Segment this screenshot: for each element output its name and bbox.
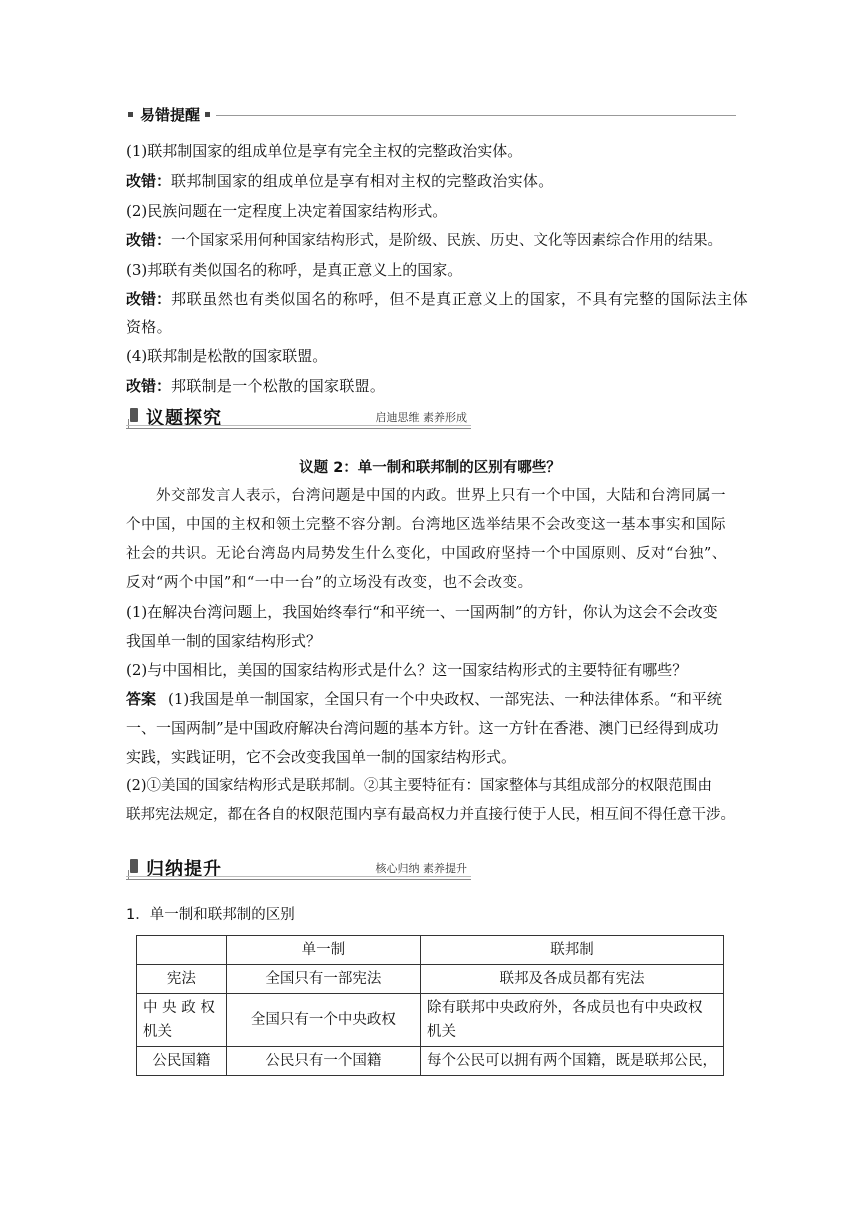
table-row (137, 965, 724, 994)
table-cell: 全国只有一个中央政权 (226, 994, 420, 1047)
topic-paragraph-line: 社会的共识。无论台湾岛内局势发生什么变化，中国政府坚持一个中国原则、反对“台独”、 (126, 546, 727, 562)
answer-line: 联邦宪法规定，都在各自的权限范围内享有最高权力并直接行使于人民，相互间不得任意干涉。 (126, 807, 735, 823)
topic-paragraph-line: 个中国，中国的主权和领土完整不容分割。台湾地区选举结果不会改变这一基本事实和国际 (126, 517, 726, 533)
table-row (137, 1047, 724, 1076)
table-cell: 公民国籍 (137, 1047, 227, 1076)
section-subtitle: 核心归纳 素养提升 (375, 862, 467, 875)
answer-line: (2)①美国的国家结构形式是联邦制。②其主要特征有：国家整体与其组成部分的权限范围由 (126, 778, 713, 794)
question-1-cont: 我国单一制的国家结构形式？ (126, 632, 322, 650)
table-header-cell: 联邦制 (421, 936, 724, 965)
question-1: (1)在解决台湾问题上，我国始终奉行“和平统一、一国两制”的方针，你认为这会不会改变 (126, 603, 718, 621)
topic-paragraph-line: 外交部发言人表示，台湾问题是中国的内政。世界上只有一个中国，大陆和台湾同属一 (156, 488, 726, 504)
section-subtitle: 启迪思维 素养形成 (375, 411, 467, 424)
square-bullet-icon (128, 112, 133, 117)
section-marker-icon (130, 408, 138, 422)
tip-line-2: (2)民族问题在一定程度上决定着国家结构形式。 (126, 202, 448, 220)
tip-correction-3-cont: 资格。 (126, 318, 172, 336)
topic-heading: 议题 2：单一制和联邦制的区别有哪些？ (299, 460, 561, 476)
tip-correction-1: 改错：联邦制国家的组成单位是享有相对主权的完整政治实体。 (126, 172, 554, 190)
tip-line-3: (3)邦联有类似国名的称呼，是真正意义上的国家。 (126, 261, 463, 279)
comparison-table (136, 935, 724, 1076)
table-header-cell (137, 936, 227, 965)
tip-line-1: (1)联邦制国家的组成单位是享有完全主权的完整政治实体。 (126, 142, 523, 160)
table-cell: 每个公民可以拥有两个国籍，既是联邦公民， (421, 1047, 724, 1076)
table-cell: 联邦及各成员都有宪法 (421, 965, 724, 994)
answer-line: 一、一国两制”是中国政府解决台湾问题的基本方针。这一方针在香港、澳门已经得到成功 (126, 719, 719, 737)
section-bar-explore (126, 405, 471, 429)
table-cell: 中 央 政 权 机关 (137, 994, 227, 1047)
table-cell: 除有联邦中央政府外，各成员也有中央政权 机关 (421, 994, 724, 1047)
tip-correction-4: 改错：邦联制是一个松散的国家联盟。 (126, 377, 386, 395)
table-header-row (137, 936, 724, 965)
tip-title: 易错提醒 (140, 106, 201, 124)
section-title: 议题探究 (146, 408, 222, 429)
summary-heading: 1．单一制和联邦制的区别 (126, 907, 295, 923)
divider (216, 115, 736, 116)
table-cell: 全国只有一部宪法 (226, 965, 420, 994)
answer-line: 实践，实践证明，它不会改变我国单一制的国家结构形式。 (126, 748, 517, 766)
answer-label: 答案 (126, 690, 157, 708)
tip-correction-2: 改错：一个国家采用何种国家结构形式，是阶级、民族、历史、文化等因素综合作用的结果。 (126, 231, 723, 249)
tip-line-4: (4)联邦制是松散的国家联盟。 (126, 347, 328, 365)
table-header-cell: 单一制 (226, 936, 420, 965)
tip-correction-3: 改错：邦联虽然也有类似国名的称呼，但不是真正意义上的国家，不具有完整的国际法主体 (126, 290, 749, 308)
topic-paragraph-line: 反对“两个中国”和“一中一台”的立场没有改变，也不会改变。 (126, 575, 533, 591)
tip-header (126, 104, 736, 126)
question-2: (2)与中国相比，美国的国家结构形式是什么？这一国家结构形式的主要特征有哪些？ (126, 661, 688, 679)
section-bar-summary (126, 856, 471, 880)
section-marker-icon (130, 859, 138, 873)
table-cell: 宪法 (137, 965, 227, 994)
section-title: 归纳提升 (146, 859, 222, 880)
table-cell: 公民只有一个国籍 (226, 1047, 420, 1076)
square-bullet-icon (205, 112, 210, 117)
answer-line: 答案 (1)我国是单一制国家，全国只有一个中央政权、一部宪法、一种法律体系。“和平统 (126, 690, 722, 708)
table-row (137, 994, 724, 1047)
